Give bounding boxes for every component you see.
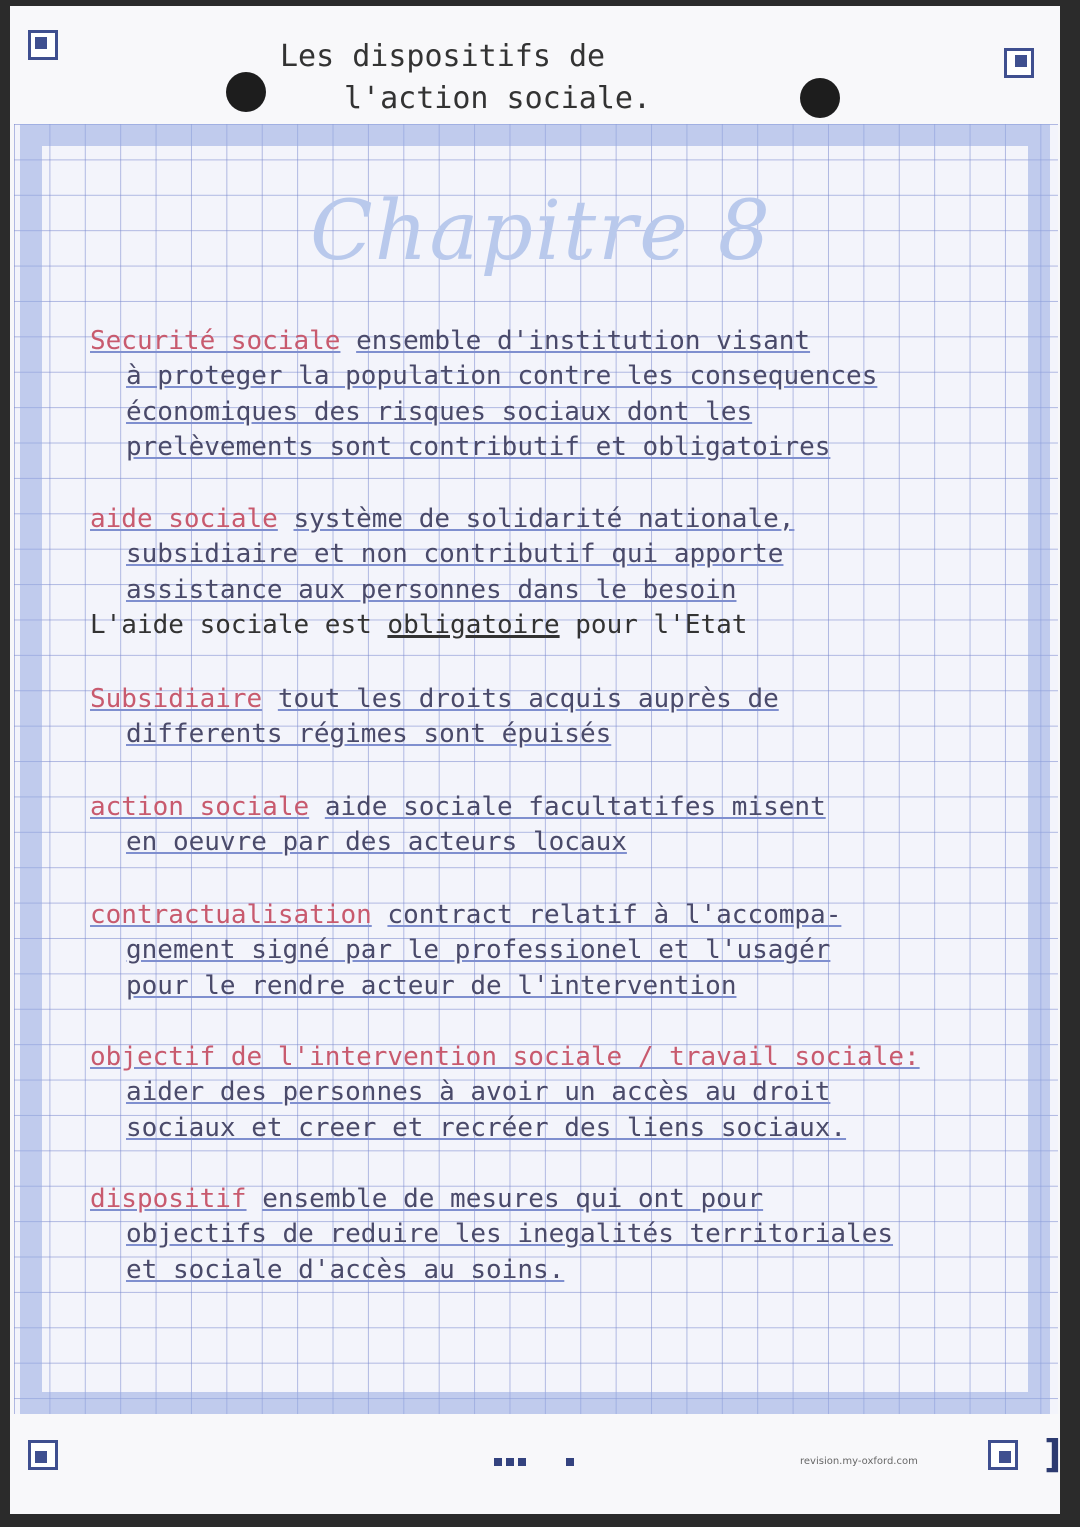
definition-text: gnement signé par le professionel et l'usagér	[126, 935, 831, 966]
marker-square-icon	[566, 1458, 574, 1466]
definition-text: ensemble d'institution visant	[356, 326, 811, 356]
marker-square-icon	[518, 1458, 526, 1466]
definition-text: sociaux et creer et recréer des liens sociaux.	[126, 1112, 847, 1143]
definition-text: économiques des risques sociaux dont les	[126, 396, 753, 427]
page-header	[10, 6, 1060, 124]
definition-text: tout les droits acquis auprès de	[277, 684, 779, 714]
note-highlight: obligatoire	[387, 610, 560, 641]
marker-square-icon	[494, 1458, 502, 1466]
definition-text: subsidiaire et non contributif qui apporte	[126, 539, 784, 570]
title-line-1: Les dispositifs de	[280, 39, 606, 74]
term: objectif de l'intervention sociale / travail sociale:	[90, 1042, 920, 1072]
footer-site-text: revision.my-oxford.com	[800, 1456, 918, 1467]
corner-marker-icon	[28, 30, 58, 60]
definition-text: differents régimes sont épuisés	[126, 719, 612, 750]
definition-objectif-intervention	[90, 1040, 1030, 1146]
term: action sociale	[90, 792, 310, 822]
corner-marker-icon	[988, 1440, 1018, 1470]
corner-marker-icon	[28, 1440, 58, 1470]
corner-marker-icon	[1004, 48, 1034, 78]
definition-text: ensemble de mesures qui ont pour	[262, 1184, 764, 1214]
aide-sociale-note	[90, 608, 1030, 643]
definition-text: prelèvements sont contributif et obligatoires	[126, 432, 831, 463]
definition-text: et sociale d'accès au soins.	[126, 1254, 565, 1285]
definition-contractualisation	[90, 898, 1030, 1004]
definition-text: contract relatif à l'accompa-	[387, 900, 842, 930]
scan-markers	[494, 1458, 574, 1466]
marker-square-icon	[506, 1458, 514, 1466]
marker-gap	[530, 1458, 562, 1466]
term: dispositif	[90, 1184, 247, 1214]
punch-hole-icon	[226, 72, 266, 112]
definition-aide-sociale	[90, 502, 1030, 644]
term: Subsidiaire	[90, 684, 263, 714]
note-text: L'aide sociale est	[90, 610, 388, 641]
term: Securité sociale	[90, 326, 341, 356]
definition-text: pour le rendre acteur de l'intervention	[126, 970, 737, 1001]
definition-dispositif	[90, 1182, 1030, 1288]
definition-text: en oeuvre par des acteurs locaux	[126, 827, 627, 858]
definition-securite-sociale	[90, 324, 1030, 466]
chapter-title: Chapitre 8	[310, 184, 773, 279]
note-text: pour l'Etat	[559, 610, 748, 641]
definition-text: système de solidarité nationale,	[293, 504, 795, 534]
notebook-page	[10, 6, 1060, 1514]
definition-text: objectifs de reduire les inegalités territoriales	[126, 1219, 894, 1250]
punch-hole-icon	[800, 78, 840, 118]
term: contractualisation	[90, 900, 372, 930]
definition-text: assistance aux personnes dans le besoin	[126, 574, 737, 605]
definition-text: aide sociale facultatifes misent	[324, 792, 826, 822]
bracket-icon: ]	[1044, 1432, 1062, 1476]
definition-text: aider des personnes à avoir un accès au droit	[126, 1077, 831, 1108]
definition-text: à proteger la population contre les consequences	[126, 361, 878, 392]
title-line-2: l'action sociale.	[344, 81, 652, 116]
definition-subsidiaire	[90, 682, 1030, 753]
term: aide sociale	[90, 504, 278, 534]
definition-action-sociale	[90, 790, 1030, 861]
page-title	[280, 36, 660, 120]
